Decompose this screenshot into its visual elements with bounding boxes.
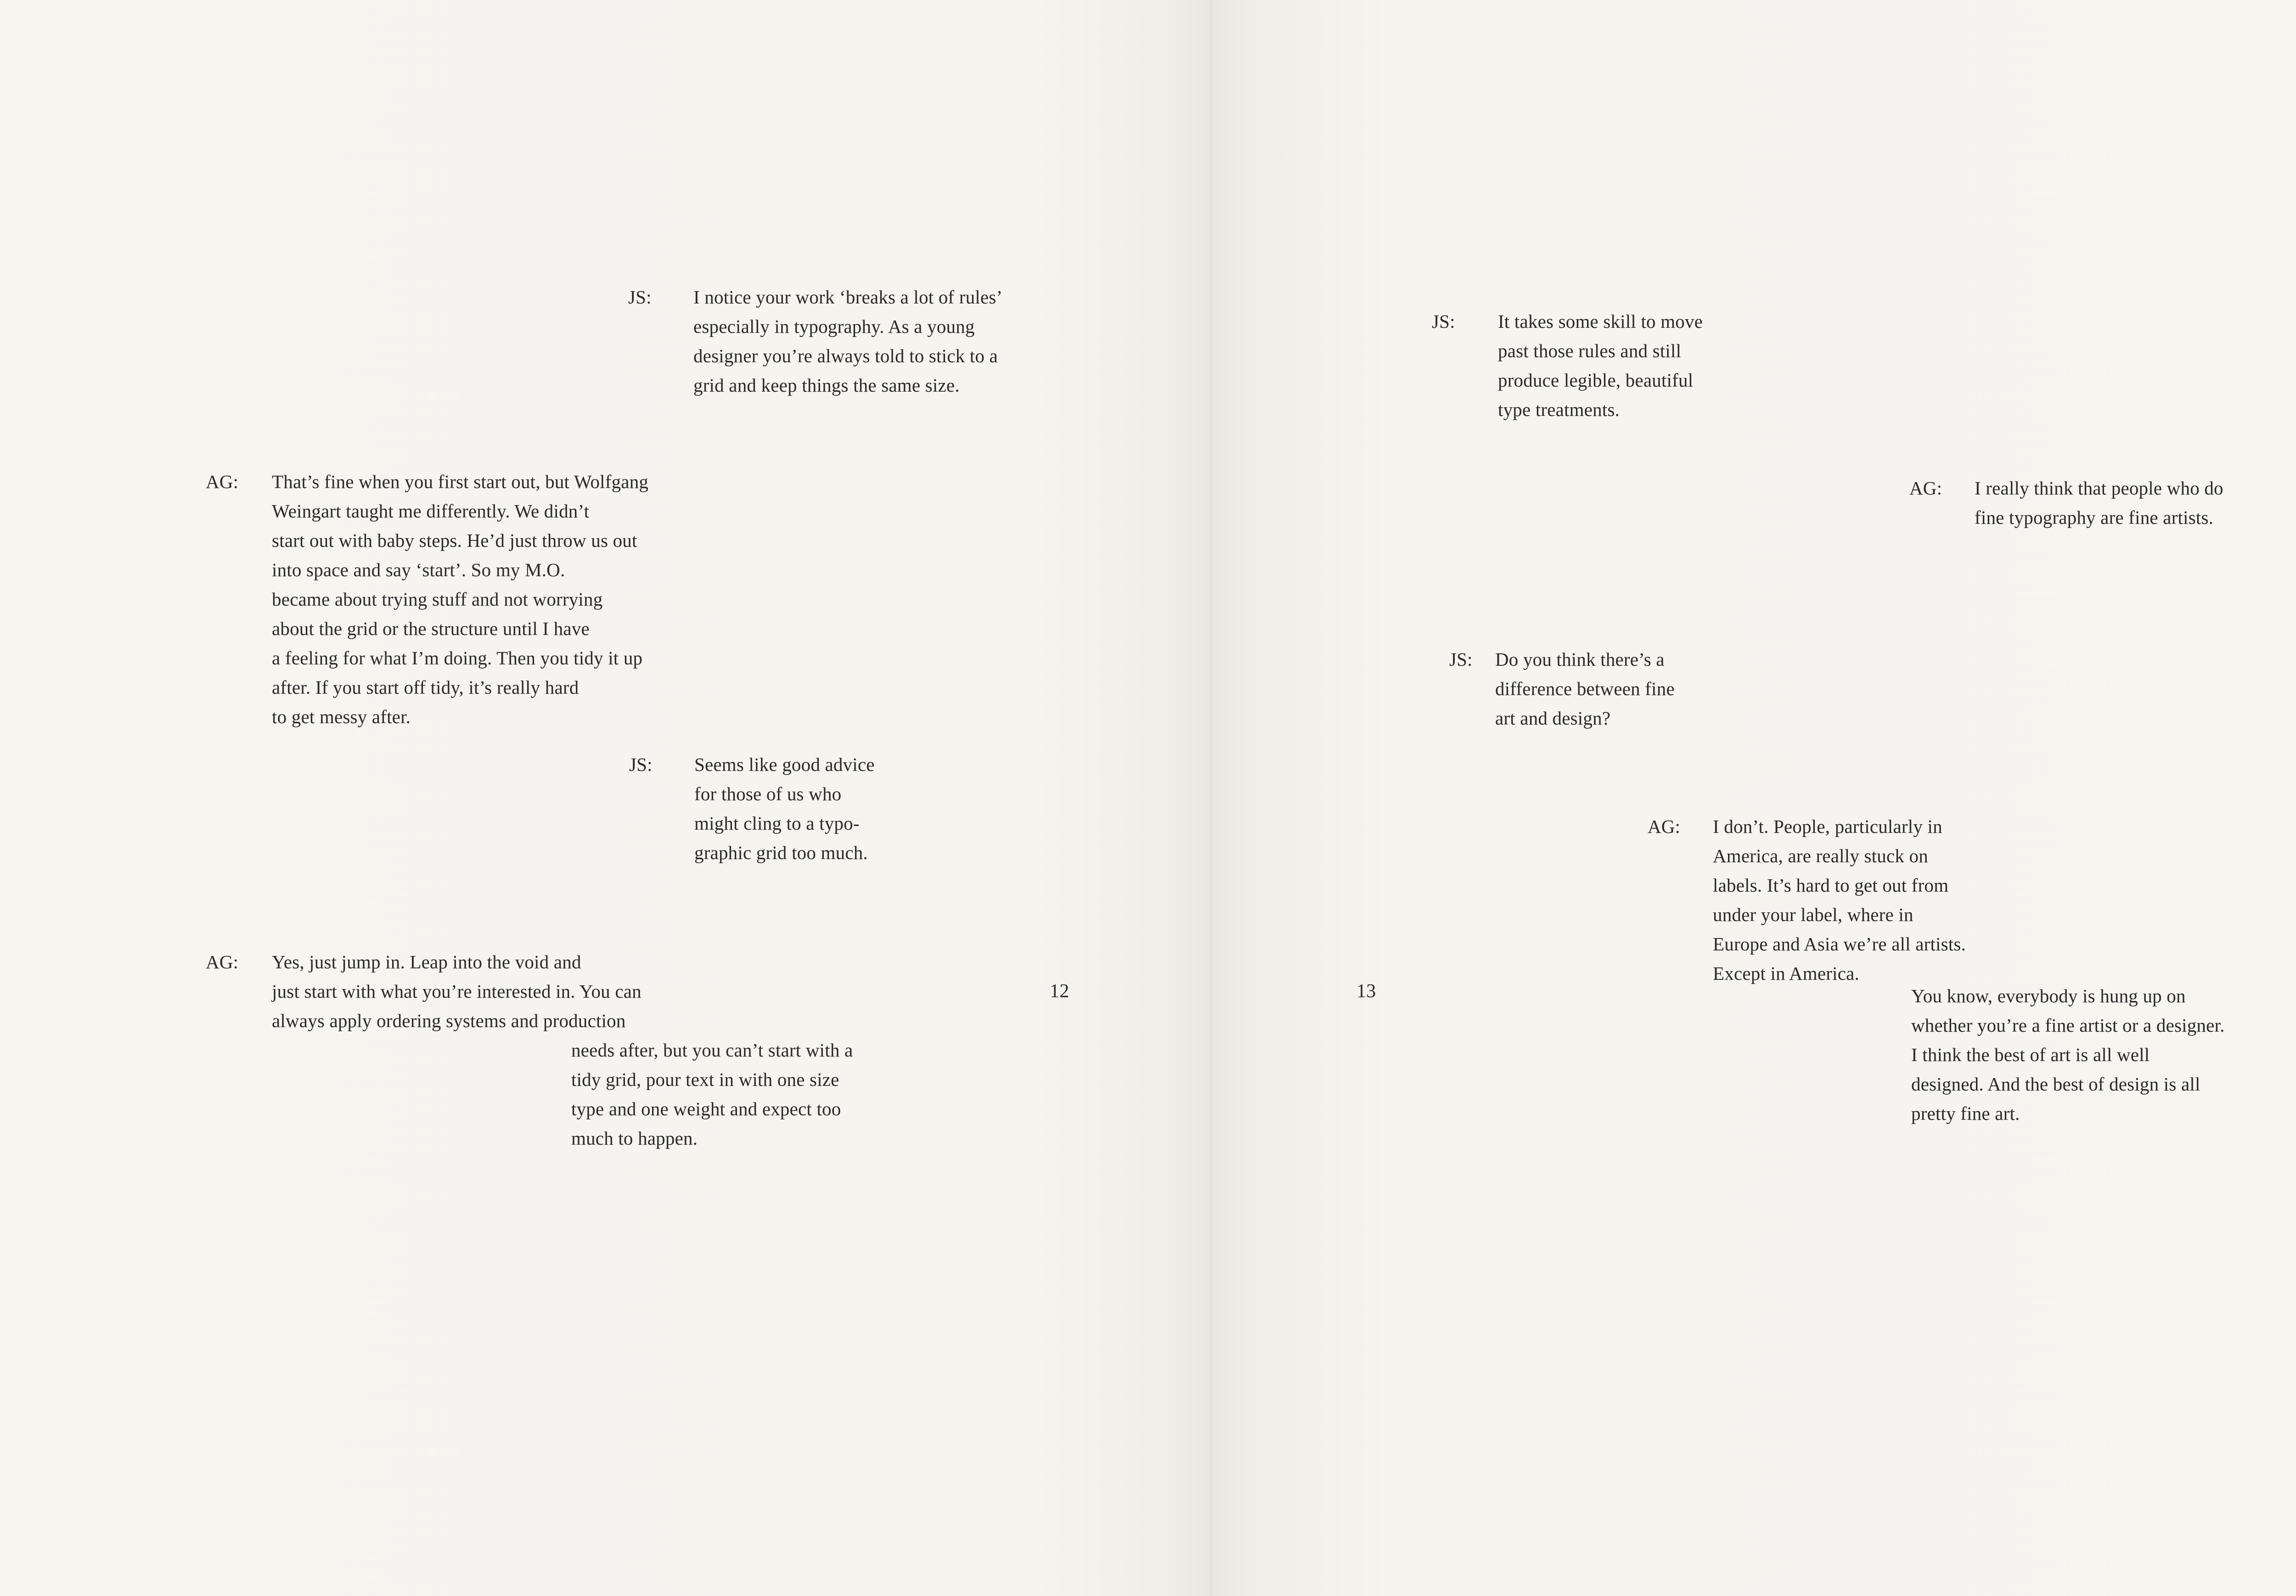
text-line: always apply ordering systems and production bbox=[272, 1010, 626, 1031]
text-line: needs after, but you can’t start with a bbox=[571, 1040, 853, 1061]
text-line: I notice your work ‘breaks a lot of rules’ bbox=[693, 287, 1003, 308]
text-line: labels. It’s hard to get out from bbox=[1713, 875, 1949, 896]
speaker-label: AG: bbox=[1648, 816, 1681, 837]
text-line: Except in America. bbox=[1713, 963, 1859, 984]
text-line: graphic grid too much. bbox=[694, 842, 868, 863]
text-line: about the grid or the structure until I have bbox=[272, 618, 590, 639]
text-line: into space and say ‘start’. So my M.O. bbox=[272, 559, 565, 580]
text-line: past those rules and still bbox=[1498, 340, 1682, 361]
page-number: 12 bbox=[1050, 981, 1069, 1002]
text-line: a feeling for what I’m doing. Then you tidy it up bbox=[272, 647, 643, 669]
text-line: produce legible, beautiful bbox=[1498, 370, 1694, 391]
text-line: to get messy after. bbox=[272, 706, 411, 727]
text-line: That’s fine when you first start out, but Wolfgang bbox=[272, 471, 649, 492]
text-line: fine typography are fine artists. bbox=[1975, 507, 2214, 528]
text-line: art and design? bbox=[1495, 708, 1611, 729]
text-line: after. If you start off tidy, it’s really hard bbox=[272, 677, 579, 698]
text-line: Do you think there’s a bbox=[1495, 649, 1665, 670]
text-line: might cling to a typo- bbox=[694, 813, 860, 834]
right-page bbox=[1211, 0, 2296, 1596]
text-line: You know, everybody is hung up on bbox=[1911, 985, 2186, 1006]
text-line: grid and keep things the same size. bbox=[693, 375, 960, 396]
gutter-fold bbox=[1210, 0, 1213, 1596]
text-line: under your label, where in bbox=[1713, 904, 1913, 925]
speaker-label: AG: bbox=[1909, 478, 1942, 499]
text-line: type and one weight and expect too bbox=[571, 1098, 841, 1119]
text-line: tidy grid, pour text in with one size bbox=[571, 1069, 839, 1090]
speaker-label: AG: bbox=[206, 471, 239, 492]
text-line: became about trying stuff and not worrying bbox=[272, 589, 603, 610]
text-line: whether you’re a fine artist or a designer. bbox=[1911, 1015, 2225, 1036]
page-number: 13 bbox=[1356, 981, 1376, 1002]
text-line: Yes, just jump in. Leap into the void and bbox=[272, 951, 581, 972]
text-line: It takes some skill to move bbox=[1498, 311, 1703, 332]
text-line: start out with baby steps. He’d just throw us out bbox=[272, 530, 637, 551]
text-line: especially in typography. As a young bbox=[693, 316, 975, 337]
text-line: Europe and Asia we’re all artists. bbox=[1713, 933, 1966, 955]
text-line: much to happen. bbox=[571, 1128, 698, 1149]
text-line: I don’t. People, particularly in bbox=[1713, 816, 1942, 837]
text-line: America, are really stuck on bbox=[1713, 845, 1928, 866]
speaker-label: JS: bbox=[1449, 649, 1473, 670]
text-line: I think the best of art is all well bbox=[1911, 1044, 2150, 1065]
text-line: Weingart taught me differently. We didn’t bbox=[272, 500, 590, 522]
text-line: difference between fine bbox=[1495, 678, 1675, 699]
speaker-label: JS: bbox=[1432, 311, 1455, 332]
text-line: pretty fine art. bbox=[1911, 1103, 2020, 1124]
text-line: designer you’re always told to stick to a bbox=[693, 345, 998, 366]
text-line: for those of us who bbox=[694, 783, 842, 804]
text-line: designed. And the best of design is all bbox=[1911, 1073, 2200, 1095]
text-line: just start with what you’re interested in. You can bbox=[272, 981, 642, 1002]
speaker-label: JS: bbox=[629, 754, 653, 775]
speaker-label: AG: bbox=[206, 951, 239, 972]
speaker-label: JS: bbox=[628, 287, 652, 308]
text-line: type treatments. bbox=[1498, 399, 1620, 420]
text-line: I really think that people who do bbox=[1975, 478, 2223, 499]
text-line: Seems like good advice bbox=[694, 754, 875, 775]
